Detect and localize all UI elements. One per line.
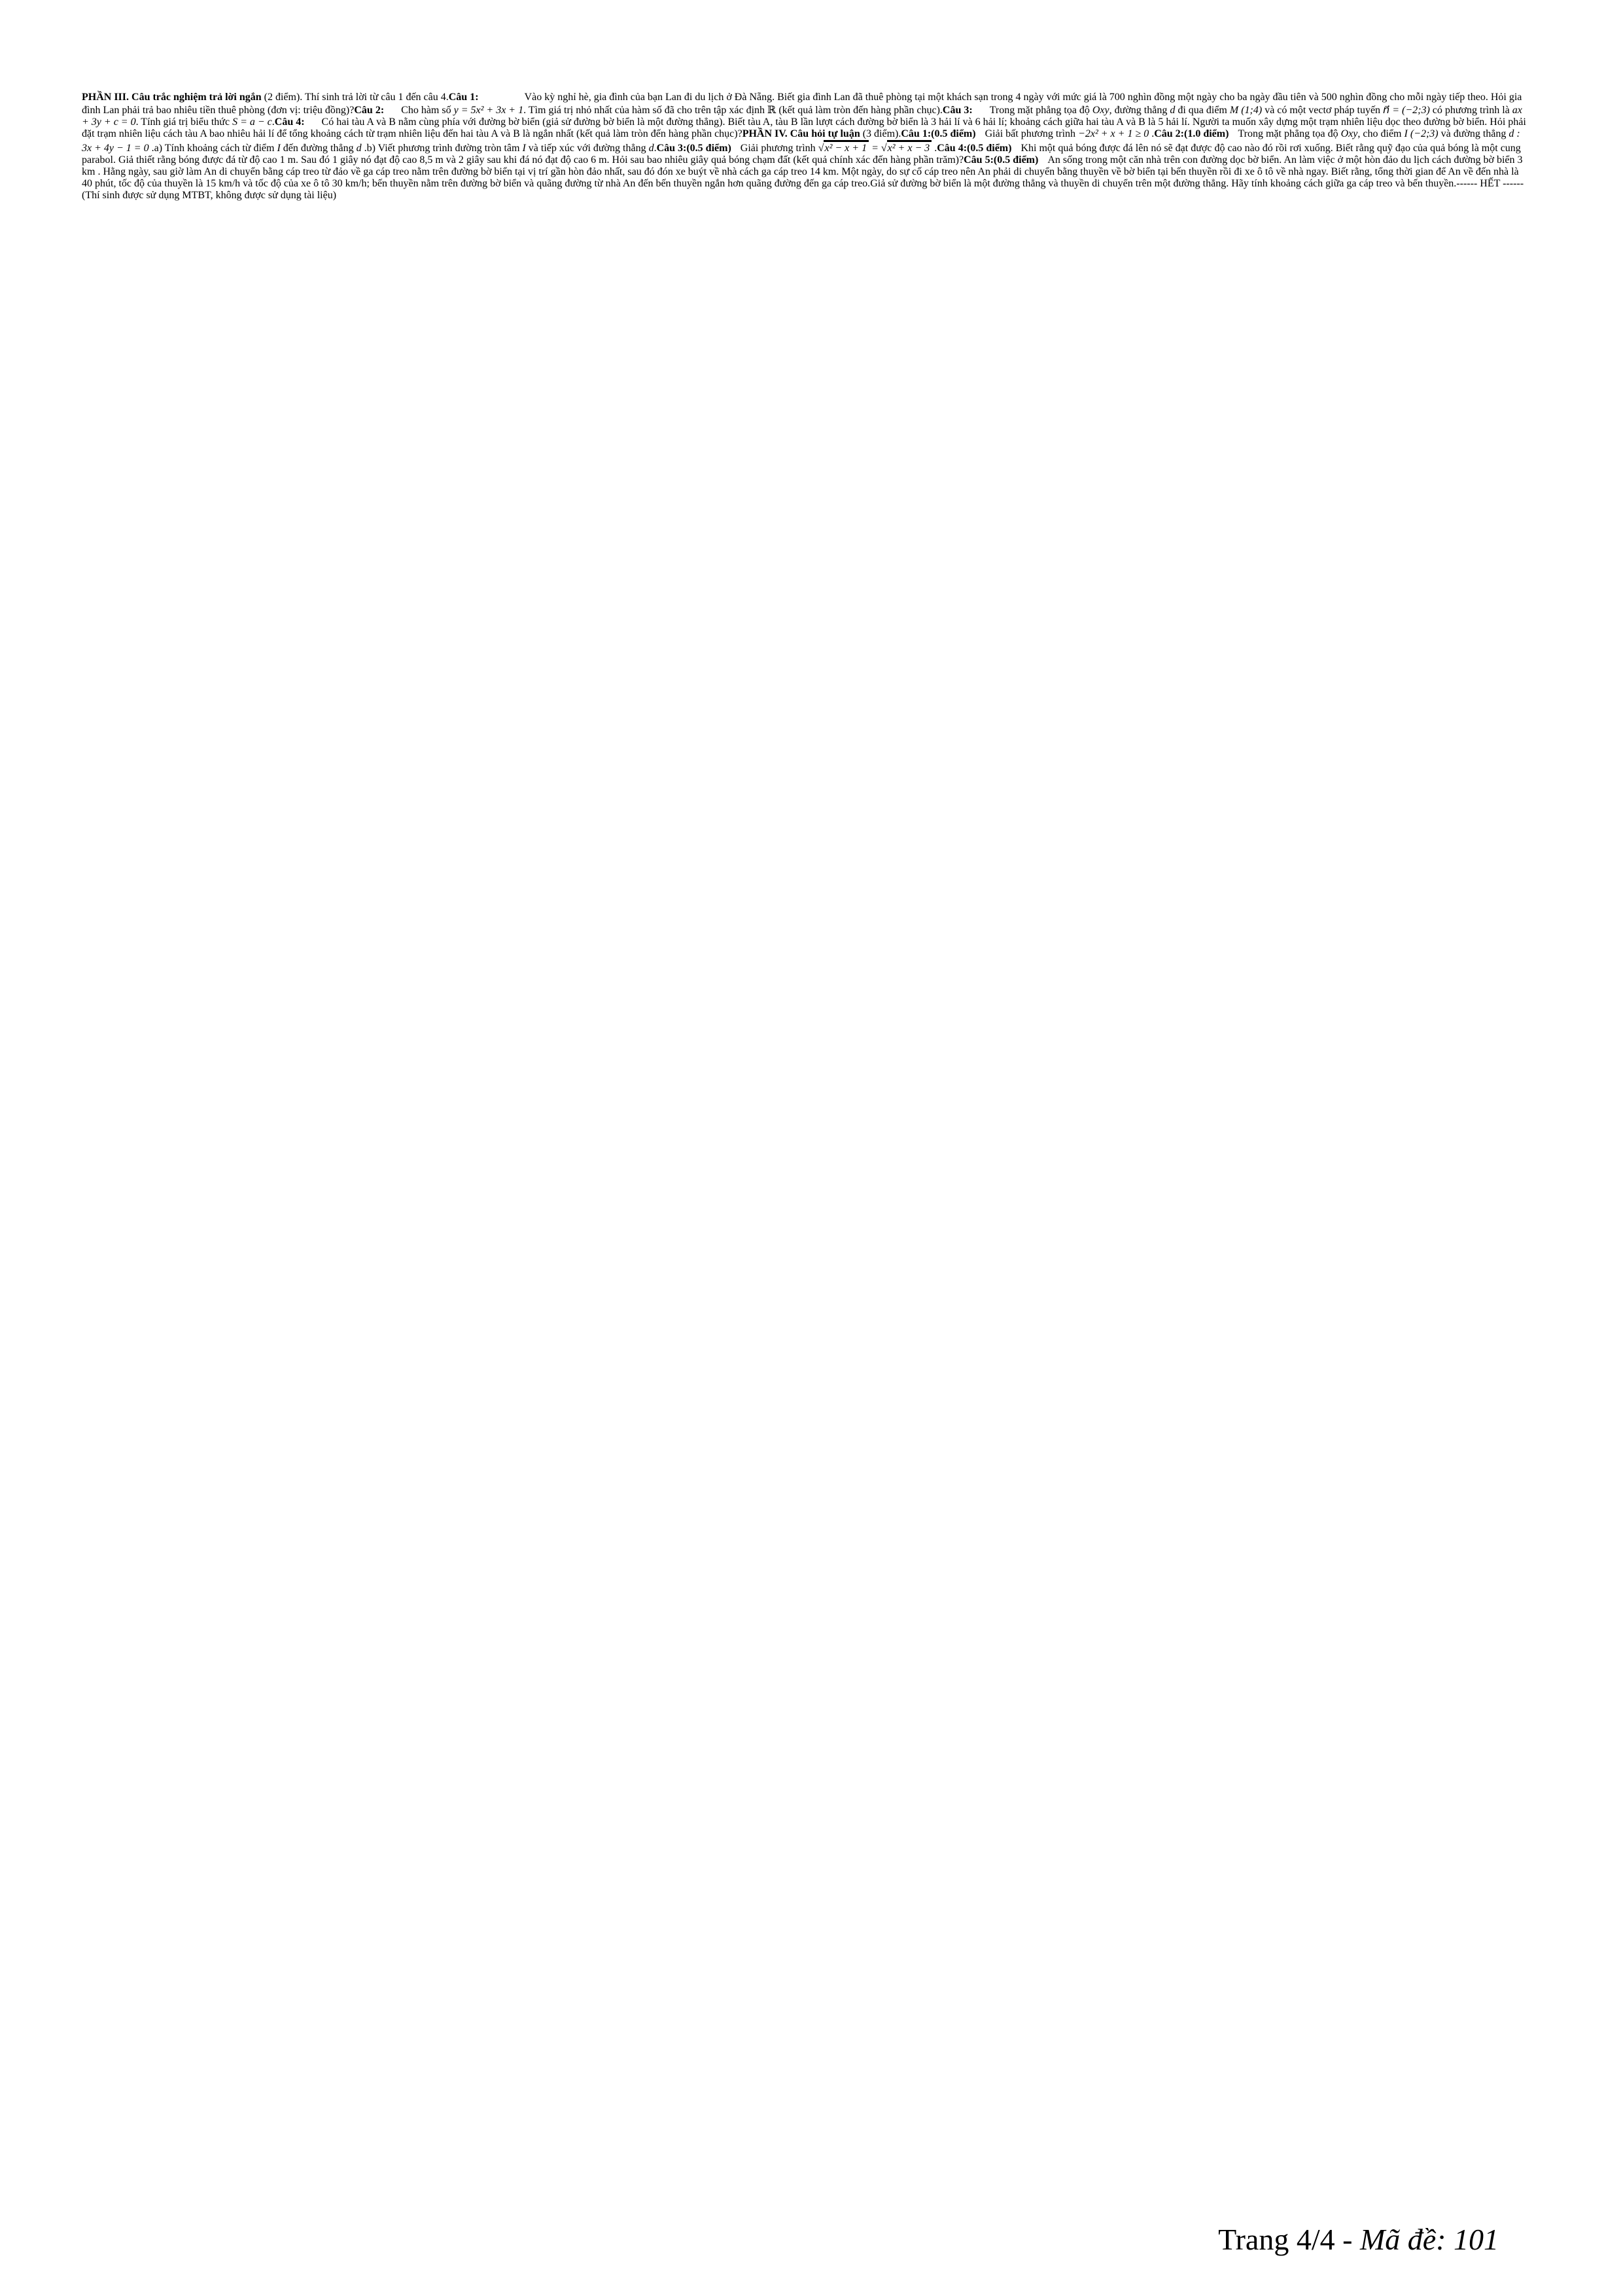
question-label: Câu 3:(0.5 điểm) [656, 143, 731, 154]
text-segment: I [522, 143, 526, 154]
text-segment: a) Tính khoảng cách từ điểm [154, 143, 277, 154]
text-segment: . [654, 143, 657, 154]
text-segment: = √ [869, 143, 887, 154]
question-label: Câu 2: [354, 105, 385, 116]
question-label: PHẦN III. Câu trắc nghiệm trả lời ngắn [82, 92, 264, 103]
text-segment: (3 điểm). [862, 128, 901, 139]
question-label: Câu 1:(0.5 điểm) [901, 128, 976, 139]
question-label: Câu 4: [274, 116, 305, 128]
text-segment: S = a − c [232, 116, 272, 128]
text-segment: M (1;4) [1229, 105, 1263, 116]
text-segment: Trong mặt phẳng tọa độ [989, 105, 1092, 116]
text-segment: và có một vectơ pháp tuyến [1262, 105, 1384, 116]
text-segment: . [271, 116, 275, 128]
text-segment: x² − x + 1 [824, 140, 869, 154]
text-segment: ------ HẾT ------ [1456, 178, 1524, 189]
text-segment: (Thí sinh được sử dụng MTBT, không được sử dụng tài liệu) [82, 190, 337, 201]
text-segment: . [932, 143, 937, 154]
question-label: PHẦN IV. Câu hỏi tự luận [742, 128, 863, 139]
text-segment: (2 điểm). Thí sinh trả lời từ câu 1 đến câu 4. [264, 92, 449, 103]
text-segment: y = 5x² + 3x + 1 [453, 105, 524, 116]
text-segment: n⃗ = (−2;3) [1383, 105, 1430, 116]
text-segment: . Tính giá trị biểu thức [135, 116, 233, 128]
text-segment: d [648, 143, 654, 154]
text-segment: và tiếp xúc với đường thẳng [525, 143, 649, 154]
question-label: Câu 5:(0.5 điểm) [964, 154, 1039, 166]
text-segment: √ [818, 143, 824, 154]
text-segment: d [356, 143, 362, 154]
text-segment: Giả sử đường bờ biển là một đường thẳng và thuyền di chuyển trên một đường thẳng. Hãy tính khoảng cách giữa ga cáp treo và bến thuyền. [870, 178, 1457, 189]
text-segment: có phương trình là [1429, 105, 1512, 116]
text-segment: I [277, 143, 281, 154]
text-segment: Oxy [1340, 128, 1358, 139]
text-segment: Giải bất phương trình [985, 128, 1079, 139]
text-segment: đến đường thẳng [280, 143, 357, 154]
text-segment: Có hai tàu A và B nằm cùng phía với đường bờ biển (giả sử đường bờ biển là một đường thẳng). Biết tàu A, tàu B lần lượt cách đường bờ biển là 3 hải lí và 6 hải lí; khoảng cách giữa hai tàu A và B là 5 hải lí. Người ta muốn xây dựng một trạm nhiên liệu dọc theo đường bờ biển. Hỏi phải đặt trạm nhiên liệu cách tàu A bao nhiêu hải lí để tổng khoảng cách từ trạm nhiên liệu đến hai tàu A và B là ngắn nhất (kết quả làm tròn đến hàng phần chục)? [82, 116, 1526, 139]
page-footer [1218, 2221, 1499, 2258]
text-segment: . [361, 143, 367, 154]
question-label: Câu 1: [448, 92, 479, 103]
text-segment: Giải phương trình [740, 143, 818, 154]
text-segment: d [1170, 105, 1176, 116]
text-segment: , đường thẳng [1109, 105, 1170, 116]
text-segment: Vào kỳ nghỉ hè, gia đình của bạn Lan đi du lịch ở Đà Nẵng. Biết gia đình Lan đã thuê phòng tại một khách sạn trong 4 ngày với mức giá là 700 nghìn đồng một ngày cho ba ngày đầu tiên và 500 nghìn đồng cho mỗi ngày tiếp theo. Hỏi gia đình Lan phải trả bao nhiêu tiền thuê phòng (đơn vị: triệu đồng)? [82, 92, 1522, 116]
text-segment: và đường thẳng [1438, 128, 1509, 139]
question-label: Câu 4:(0.5 điểm) [937, 143, 1012, 154]
text-segment: Oxy [1092, 105, 1109, 116]
text-segment: , cho điểm [1357, 128, 1405, 139]
text-segment: Cho hàm số [401, 105, 454, 116]
text-segment: đi qua điểm [1175, 105, 1230, 116]
question-label: Câu 2:(1.0 điểm) [1154, 128, 1229, 139]
text-segment: Trong mặt phẳng tọa độ [1238, 128, 1341, 139]
page-number: Trang 4/4 - [1218, 2223, 1360, 2256]
text-segment: b) Viết phương trình đường tròn tâm [366, 143, 523, 154]
text-segment: . Tìm giá trị nhỏ nhất của hàm số đã cho trên tập xác định ℝ (kết quả làm tròn đến hàng phần chục). [523, 105, 943, 116]
text-segment: ax + 3y + c = 0 [82, 105, 1522, 128]
text-segment: An sống trong một căn nhà trên con đường dọc bờ biển. An làm việc ở một hòn đảo du lịch cách đường bờ biển 3 km . Hằng ngày, sau giờ làm An di chuyển bằng cáp treo từ đảo về ga cáp treo nằm trên đường bờ biển tại vị trí gần hòn đảo nhất, sau đó đón xe buýt về nhà cách ga cáp treo 14 km. Một ngày, do sự cố cáp treo nên An phải di chuyển bằng thuyền về bờ biển tại bến thuyền rồi đi xe ô tô về nhà ngay. Biết rằng, tổng thời gian để An về đến nhà là 40 phút, tốc độ của thuyền là 15 km/h và tốc độ của xe ô tô 30 km/h; bến thuyền nằm trên đường bờ biển và quãng đường từ nhà An đến bến thuyền ngắn hơn quãng đường đến ga cáp treo. [82, 154, 1523, 189]
text-segment: x² + x − 3 [887, 140, 932, 154]
text-segment: . [148, 143, 154, 154]
exam-code: Mã đề: 101 [1359, 2223, 1499, 2256]
text-segment: . [1149, 128, 1155, 139]
text-segment: I (−2;3) [1404, 128, 1439, 139]
text-segment: Khi một quả bóng được đá lên nó sẽ đạt được độ cao nào đó rồi rơi xuống. Biết rằng quỹ đạo của quả bóng là một cung parabol. Giả thiết rằng bóng được đá từ độ cao 1 m. Sau đó 1 giây nó đạt độ cao 8,5 m và 2 giây sau khi đá nó đạt độ cao 6 m. Hỏi sau bao nhiêu giây quả bóng chạm đất (kết quả chính xác đến hàng phần trăm)? [82, 143, 1521, 166]
question-label: Câu 3: [942, 105, 973, 116]
text-segment: d : 3x + 4y − 1 = 0 [82, 128, 1520, 154]
text-segment: −2x² + x + 1 ≥ 0 [1078, 128, 1149, 139]
document-body [0, 0, 1623, 202]
